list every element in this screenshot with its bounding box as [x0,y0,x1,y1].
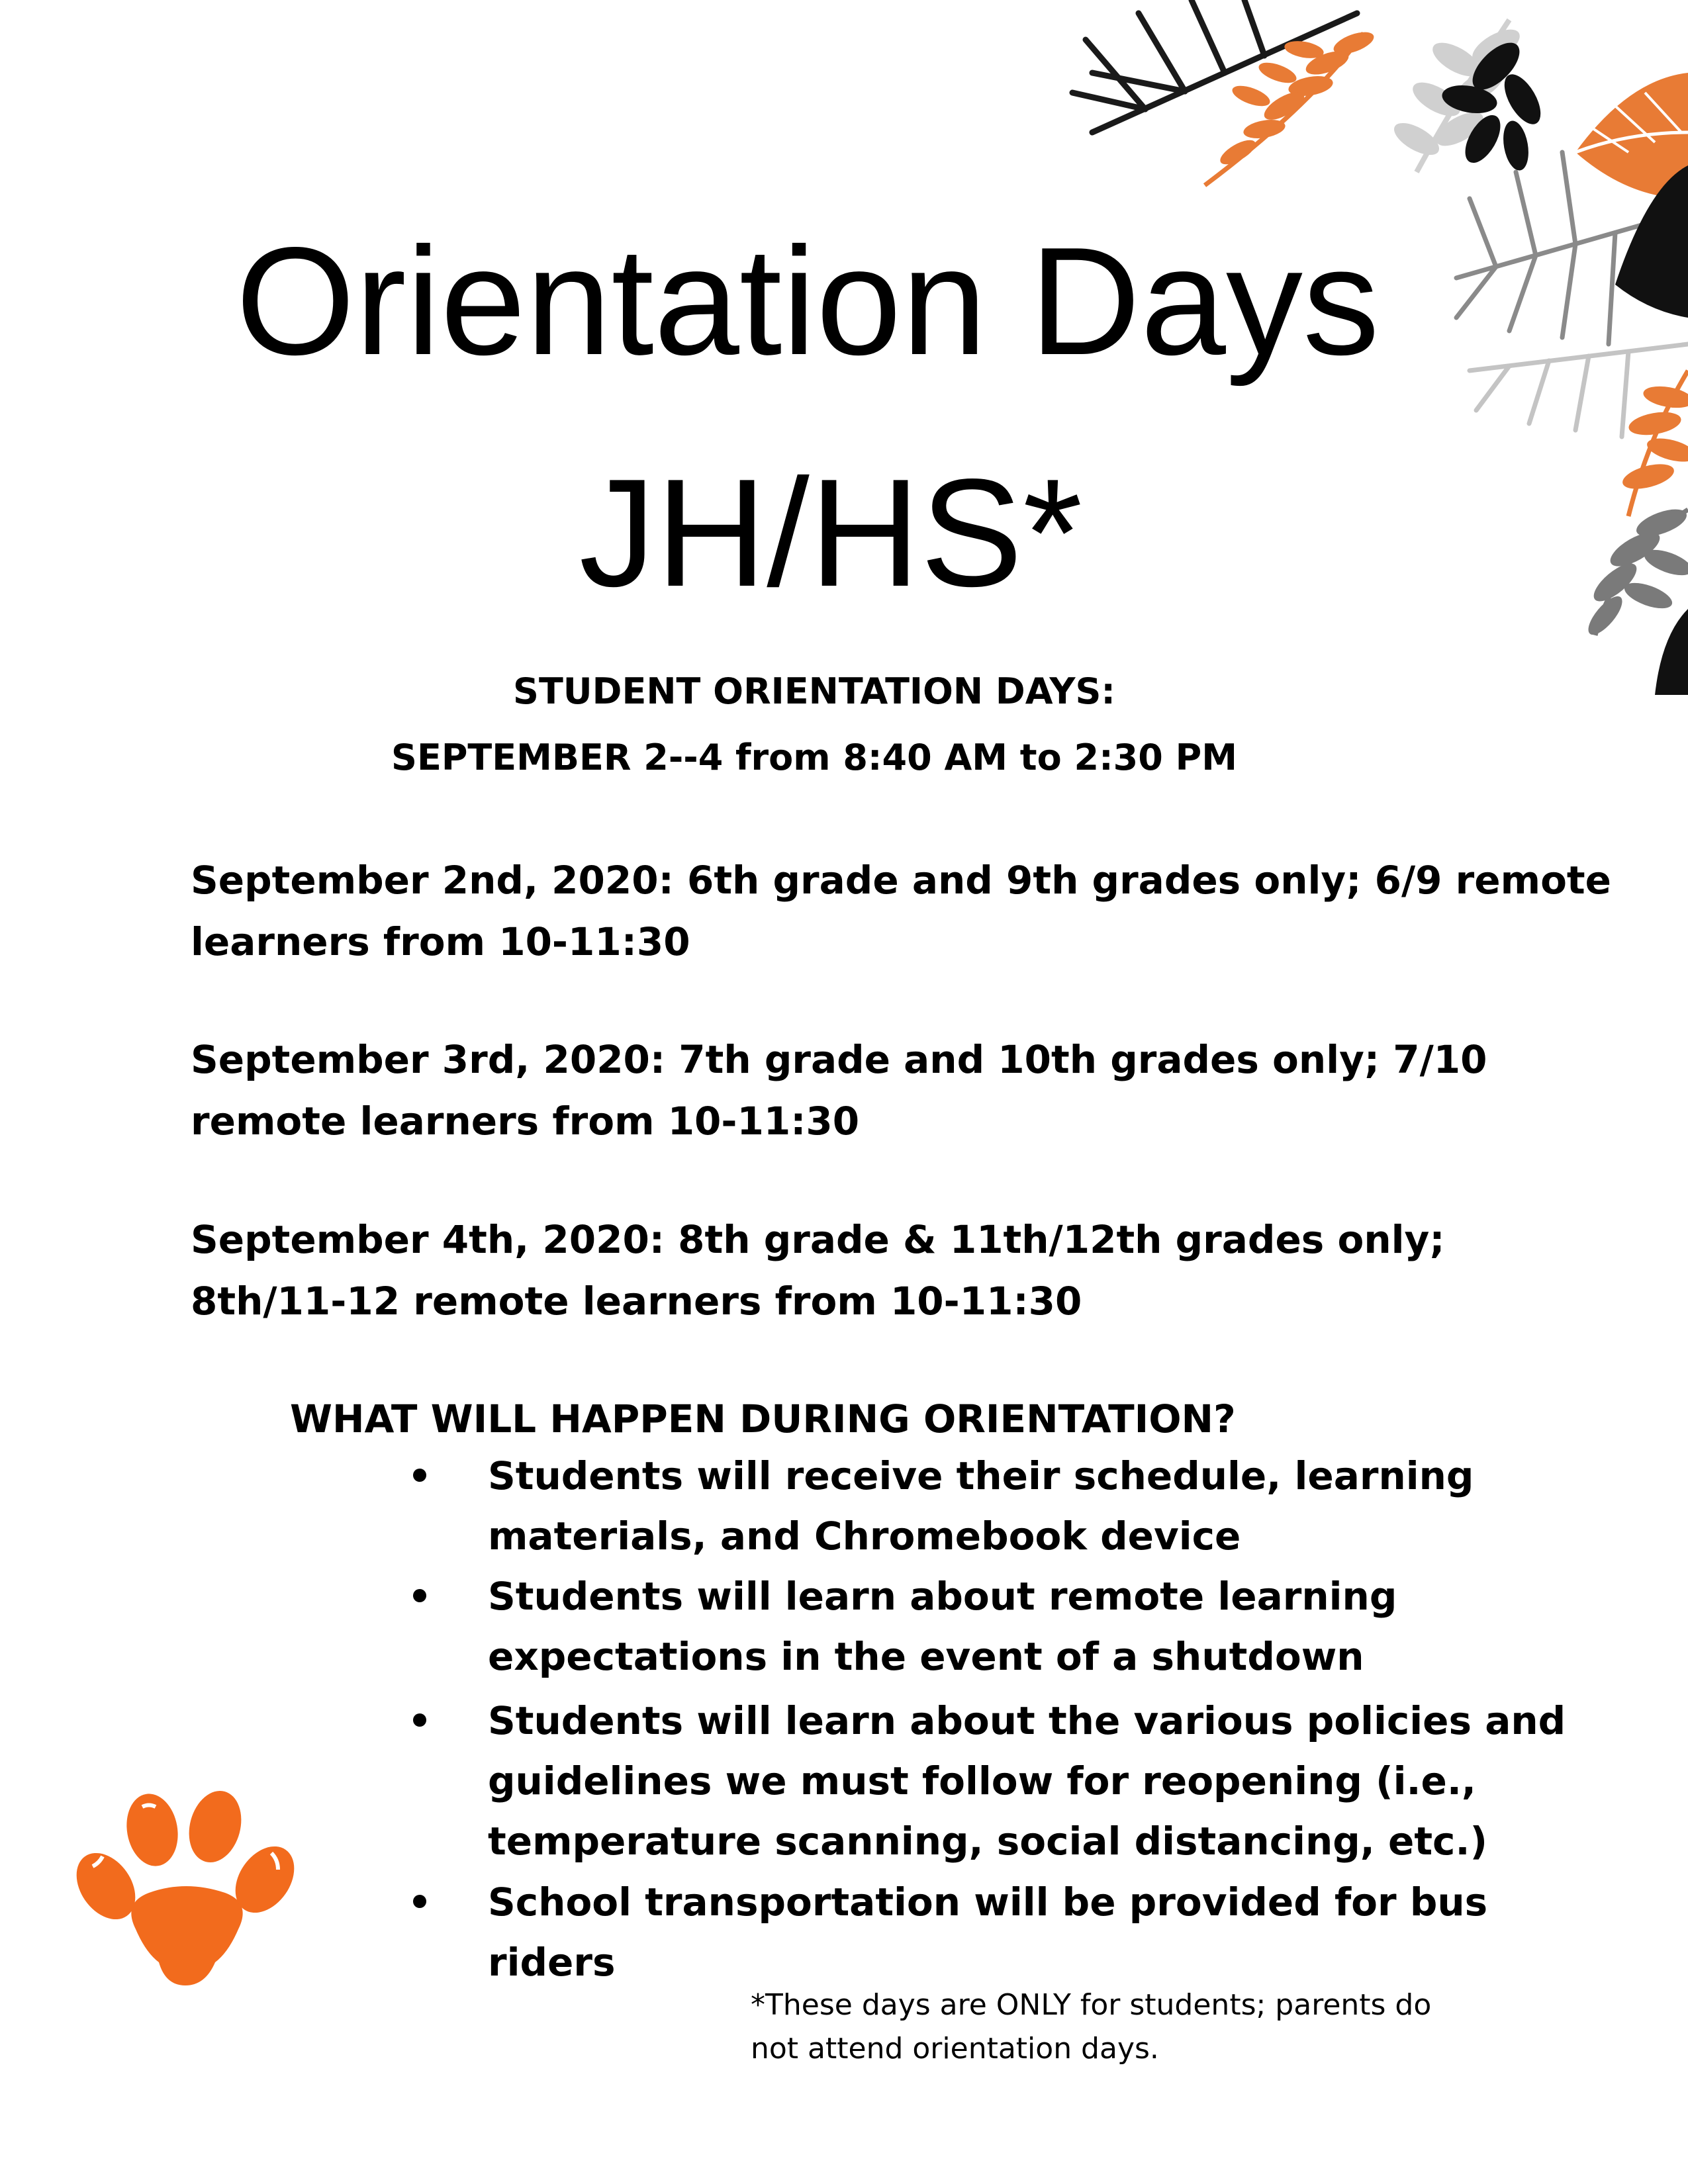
what-happens-heading: WHAT WILL HAPPEN DURING ORIENTATION? [290,1396,1236,1441]
schedule-entry-line: September 4th, 2020: 8th grade & 11th/12th grades only; [191,1217,1445,1262]
list-item-line: Students will receive their schedule, learning [488,1453,1474,1498]
orientation-dates-heading: SEPTEMBER 2--4 from 8:40 AM to 2:30 PM [391,737,1237,778]
list-item-line: materials, and Chromebook device [488,1514,1241,1559]
schedule-entry-line: September 2nd, 2020: 6th grade and 9th grades only; 6/9 remote [191,858,1611,903]
list-item [488,1691,1566,1872]
schedule-entry-line: learners from 10-11:30 [191,919,690,964]
list-item-line: riders [488,1940,616,1985]
tiger-paw-icon [73,1787,298,2012]
footnote [751,1983,1611,2071]
list-item-line: expectations in the event of a shutdown [488,1634,1364,1679]
list-item [488,1872,1547,1993]
orientation-days-heading: STUDENT ORIENTATION DAYS: [513,670,1115,712]
schedule-entry-line: 8th/11-12 remote learners from 10-11:30 [191,1279,1082,1324]
page-subtitle-jh-hs: JH/HS* [579,447,1083,619]
orange-fern-top-icon [1205,28,1377,185]
list-item [488,1567,1547,1687]
list-item-line: Students will learn about the various policies and [488,1698,1566,1743]
paw-toe [181,1787,249,1868]
list-item-line: temperature scanning, social distancing, etc.) [488,1819,1487,1864]
black-leaf-bottom-icon [1655,609,1688,695]
list-item-line: Students will learn about remote learning [488,1574,1397,1619]
schedule-entry-line: September 3rd, 2020: 7th grade and 10th grades only; 7/10 [191,1037,1487,1082]
footnote-line: *These days are ONLY for students; parents do [751,1988,1432,2022]
list-item-line: School transportation will be provided for bus [488,1880,1488,1925]
paw-toe [121,1790,183,1870]
page-title: Orientation Days [236,216,1380,387]
list-item-line: guidelines we must follow for reopening (i.e., [488,1758,1476,1803]
schedule-entry-line: remote learners from 10-11:30 [191,1099,860,1144]
list-item [488,1446,1547,1567]
footnote-line: not attend orientation days. [751,2032,1159,2066]
schedule-entry [191,850,1611,973]
schedule-entry [191,1029,1568,1152]
schedule-entry [191,1209,1568,1332]
paw-pad [131,1886,242,1985]
